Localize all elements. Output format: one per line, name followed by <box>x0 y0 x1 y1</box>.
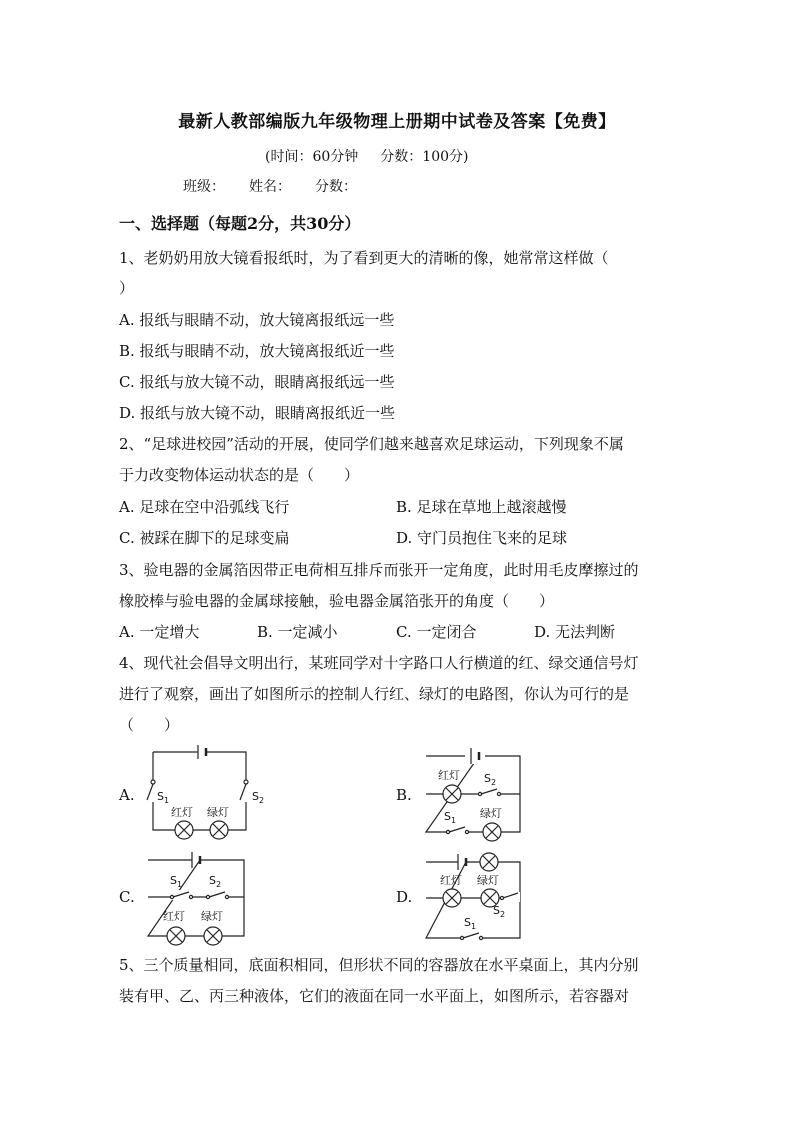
switch-s1-label: $S_1$ <box>170 874 183 889</box>
field-class: 班级： <box>183 179 225 195</box>
green-lamp-label: 绿灯 <box>480 807 502 820</box>
question-3-option-a: A. 一定增大 <box>119 623 200 641</box>
switch-s1-label: $S_1$ <box>444 810 457 825</box>
question-4-stem-line-1: 4、现代社会倡导文明出行，某班同学对十字路口人行横道的红、绿交通信号灯 <box>119 654 639 672</box>
page-title: 最新人教部编版九年级物理上册期中试卷及答案【免费】 <box>178 112 616 132</box>
circuit-a-label: A. <box>119 786 135 804</box>
question-2-stem-line-2: 于力改变物体运动状态的是（ ） <box>119 466 360 484</box>
question-3-stem-line-2: 橡胶棒与验电器的金属球接触，验电器金属箔张开的角度（ ） <box>119 592 555 610</box>
field-name: 姓名： <box>249 179 291 195</box>
question-3-option-c: C. 一定闭合 <box>396 623 477 641</box>
field-score: 分数： <box>315 179 357 195</box>
question-1-option-d: D. 报纸与放大镜不动，眼睛离报纸近一些 <box>119 404 396 422</box>
section-heading: 一、选择题（每题2分，共30分） <box>119 214 361 233</box>
circuit-c-label: C. <box>119 888 135 906</box>
question-1-stem-line-2: ） <box>119 279 135 297</box>
question-4-stem-line-3: （ ） <box>119 716 180 734</box>
question-3-option-d: D. 无法判断 <box>534 623 616 641</box>
question-2-option-d: D. 守门员抱住飞来的足球 <box>396 529 568 547</box>
switch-s2-label: $S_2$ <box>484 772 497 787</box>
question-1-option-c: C. 报纸与放大镜不动，眼睛离报纸远一些 <box>119 373 395 391</box>
question-1-option-b: B. 报纸与眼睛不动，放大镜离报纸近一些 <box>119 342 395 360</box>
question-5-stem-line-2: 装有甲、乙、丙三种液体，它们的液面在同一水平面上，如图所示，若容器对 <box>119 987 630 1005</box>
question-2-option-c: C. 被踩在脚下的足球变扁 <box>119 529 290 547</box>
green-lamp-label: 绿灯 <box>207 806 229 819</box>
question-1-stem-line-1: 1、老奶奶用放大镜看报纸时，为了看到更大的清晰的像，她常常这样做（ <box>119 249 609 267</box>
red-lamp-label: 红灯 <box>440 874 462 887</box>
question-4-stem-line-2: 进行了观察，画出了如图所示的控制人行红、绿灯的电路图，你认为可行的是 <box>119 685 630 703</box>
switch-s1-label: $S_1$ <box>464 916 477 931</box>
question-2-stem-line-1: 2、“足球进校园”活动的开展，使同学们越来越喜欢足球运动，下列现象不属 <box>119 435 624 453</box>
red-lamp-label: 红灯 <box>163 910 185 923</box>
switch-s2-label: $S_2$ <box>209 874 222 889</box>
question-2-option-b: B. 足球在草地上越滚越慢 <box>396 498 567 516</box>
green-lamp-label: 绿灯 <box>201 910 223 923</box>
switch-s2-label: $S_2$ <box>252 790 265 805</box>
switch-s2-label: $S_2$ <box>493 904 506 919</box>
green-lamp-label: 绿灯 <box>477 874 499 887</box>
question-1-option-a: A. 报纸与眼睛不动，放大镜离报纸远一些 <box>119 311 395 329</box>
circuit-d-label: D. <box>396 888 413 906</box>
red-lamp-label: 红灯 <box>171 806 193 819</box>
question-2-option-a: A. 足球在空中沿弧线飞行 <box>119 498 290 516</box>
circuit-b-label: B. <box>396 786 412 804</box>
question-3-option-b: B. 一定减小 <box>257 623 338 641</box>
switch-s1-label: $S_1$ <box>157 790 170 805</box>
question-3-stem-line-1: 3、验电器的金属箔因带正电荷相互排斥而张开一定角度，此时用毛皮摩擦过的 <box>119 561 639 579</box>
question-5-stem-line-1: 5、三个质量相同，底面积相同，但形状不同的容器放在水平桌面上，其内分别 <box>119 956 639 974</box>
circuit-d <box>426 853 520 942</box>
red-lamp-label: 红灯 <box>438 769 460 782</box>
exam-score: 分数：100分) <box>380 149 469 165</box>
exam-time: (时间：60分钟 <box>265 149 359 165</box>
